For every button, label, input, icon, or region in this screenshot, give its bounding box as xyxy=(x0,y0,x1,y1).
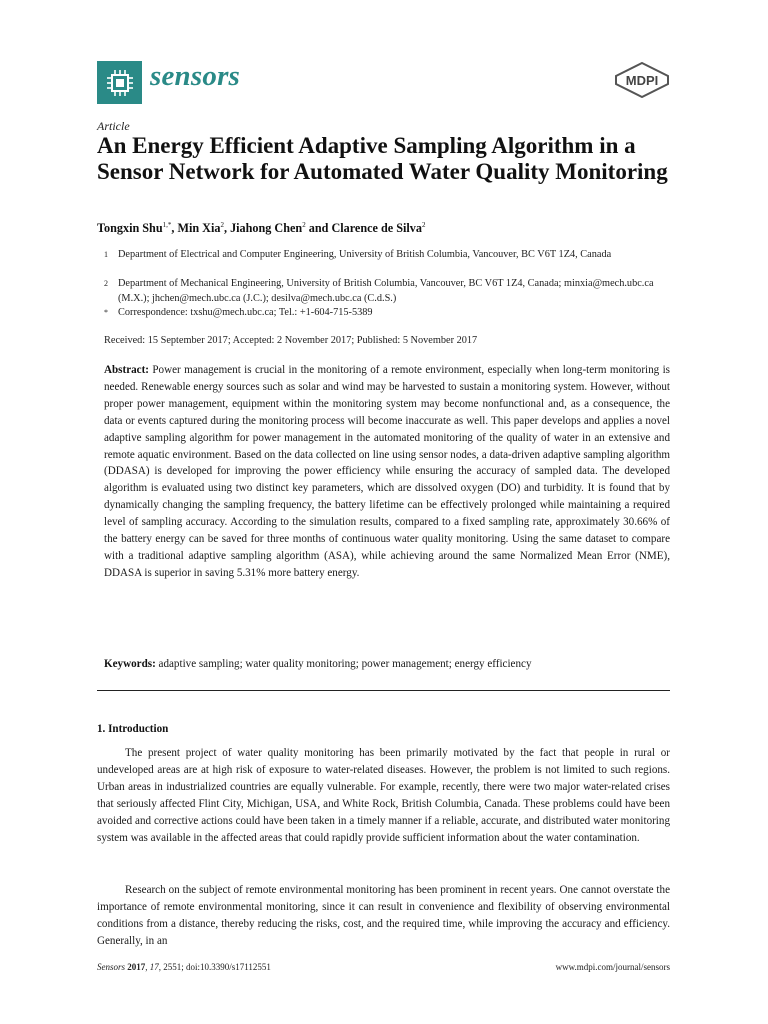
chip-icon xyxy=(105,68,135,98)
author-separator: , xyxy=(171,221,178,236)
journal-name: sensors xyxy=(150,60,241,92)
author-affiliation-mark: 1,* xyxy=(162,221,172,229)
paragraph: Research on the subject of remote environmental monitoring has been prominent in recent years. One cannot overstate the importance of remote environmental monitoring, since it can result in convenience and flexibility of observing environmental conditions from a distance, thereby reducing the risks, cost, and the required time, while improving the accuracy and efficiency. Generally, in an xyxy=(97,884,670,948)
author-separator: and xyxy=(305,221,332,236)
footer-journal: Sensors xyxy=(97,962,126,972)
section-divider xyxy=(97,690,670,691)
author-affiliation-mark: 2 xyxy=(421,221,426,229)
keywords-text: adaptive sampling; water quality monitoring; power management; energy efficiency xyxy=(155,658,532,670)
footer-doi: , 2551; doi:10.3390/s17112551 xyxy=(158,962,271,972)
author-list xyxy=(97,221,425,236)
affiliation-number: * xyxy=(104,308,108,317)
author-name: Clarence de Silva xyxy=(331,221,422,236)
footer-year: 2017 xyxy=(127,962,146,972)
footer-url[interactable]: www.mdpi.com/journal/sensors xyxy=(555,962,670,972)
affiliation-text: Correspondence: txshu@mech.ubc.ca; Tel.: +1-604-715-5389 xyxy=(118,307,373,318)
author-name: Jiahong Chen xyxy=(230,221,303,236)
keywords xyxy=(104,658,532,670)
article-type: Article xyxy=(97,119,130,133)
affiliation-text: Department of Electrical and Computer Engineering, University of British Columbia, Vancouver, BC V6T 1Z4, Canada xyxy=(118,249,612,260)
abstract-label: Abstract: xyxy=(104,364,149,376)
journal-logo-icon xyxy=(97,61,142,104)
footer-citation: Sensors 2017, 17, 2551; doi:10.3390/s17112551 xyxy=(97,962,271,972)
author-affiliation-mark: 2 xyxy=(302,221,306,229)
affiliation-number: 1 xyxy=(104,250,108,259)
author-name: Tongxin Shu xyxy=(97,221,163,236)
publisher-name: MDPI xyxy=(625,73,659,88)
author-name: Min Xia xyxy=(177,221,221,236)
paper-title: An Energy Efficient Adaptive Sampling Algorithm in a Sensor Network for Automated Water Quality Monitoring xyxy=(97,133,668,184)
author-affiliation-mark: 2 xyxy=(220,221,224,229)
footer-volume: 17 xyxy=(149,962,159,972)
publication-dates: Received: 15 September 2017; Accepted: 2 November 2017; Published: 5 November 2017 xyxy=(104,335,478,346)
keywords-label: Keywords: xyxy=(104,658,156,670)
affiliation-text: Department of Mechanical Engineering, University of British Columbia, Vancouver, BC V6T 1Z4, Canada; minxia@mech.ubc.ca (M.X.); jhchen@mech.ubc.ca (J.C.); desilva@mech.ubc.ca (C.d.S.) xyxy=(118,278,654,304)
affiliation-number: 2 xyxy=(104,279,108,288)
author-separator: , xyxy=(223,221,231,236)
paragraph: The present project of water quality monitoring has been primarily motivated by the fact that people in rural or undeveloped areas are at high risk of exposure to water-related diseases. However, the problem is not limited to such regions. Urban areas in industrialized countries are equally vulnerable. For example, recently, there were two major water-related crises that seriously affected Flint City, Michigan, USA, and White Rock, British Columbia, Canada. These problems could have been avoided and corrective actions could have been taken in a timely manner if a reliable, accurate, and distributed water monitoring system was available in the affected areas that could rapidly provide sufficient information about the water contamination. xyxy=(97,747,670,845)
section-heading: 1. Introduction xyxy=(97,723,169,735)
mdpi-logo-icon xyxy=(614,62,670,98)
abstract xyxy=(104,362,670,582)
abstract-text: Power management is crucial in the monitoring of a remote environment, especially when long-term monitoring is needed. Renewable energy sources such as solar and wind may be harvested to sustain a monitoring system. However, without proper power management, equipment within the monitoring system may become nonfunctional and, as a consequence, the data or events captured during the monitoring process will become inaccurate as well. This paper develops and applies a novel adaptive sampling algorithm for power management in the automated monitoring of the quality of water in an extensive and remote aquatic environment. Based on the data collected on line using sensor nodes, a data-driven adaptive sampling algorithm (DDASA) is developed for improving the power efficiency while ensuring the accuracy of sampled data. The developed algorithm is evaluated using two distinct key parameters, which are dissolved oxygen (DO) and turbidity. It is found that by dynamically changing the sampling frequency, the battery lifetime can be effectively prolonged while maintaining a required level of sampling accuracy. According to the simulation results, compared to a fixed sampling rate, approximately 30.66% of the battery energy can be saved for three months of continuous water quality monitoring. Using the same dataset to compare with a traditional adaptive sampling algorithm (ASA), while achieving around the same Normalized Mean Error (NME), DDASA is superior in saving 5.31% more battery energy. xyxy=(104,364,670,579)
